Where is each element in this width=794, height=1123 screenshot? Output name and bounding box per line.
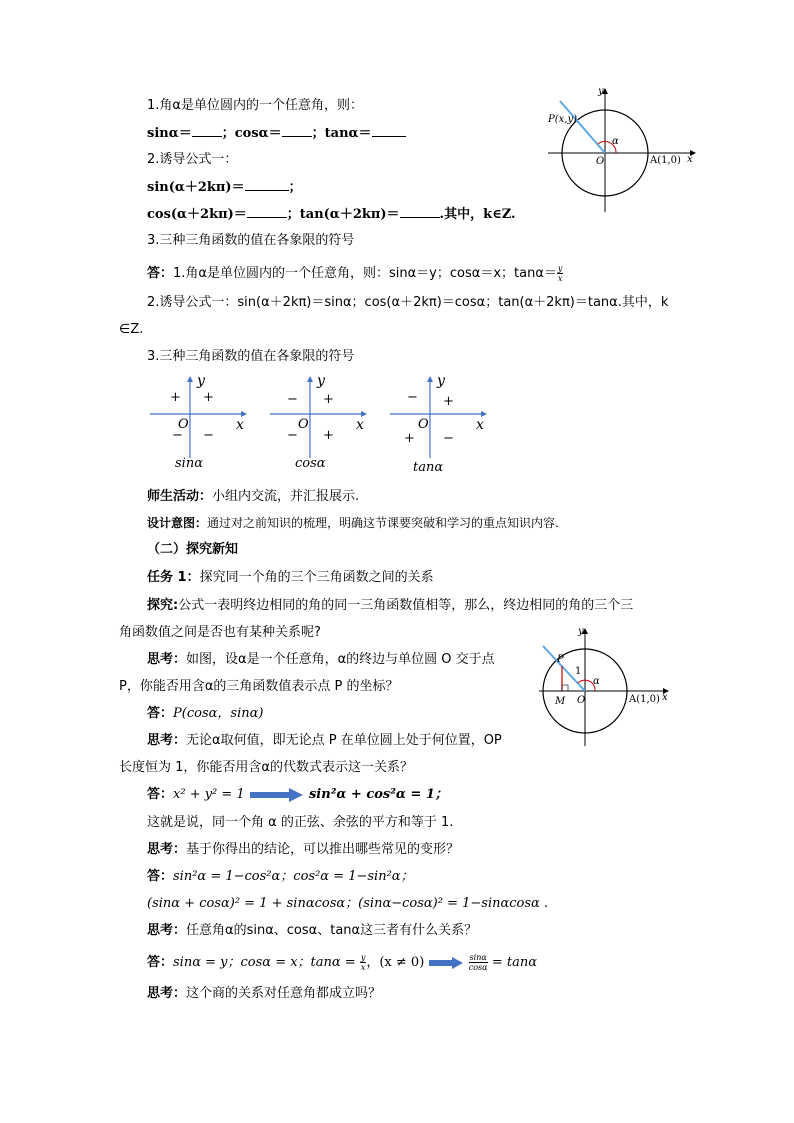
think1-line-1: 思考：如图，设α是一个任意角，α的终边与单位圆 O 交于点 [147, 652, 495, 667]
sign-chart-cos [270, 373, 367, 471]
section-title: （二）探究新知 [147, 542, 239, 557]
quadrant-2-sign: + [170, 390, 181, 405]
point-a-label: A(1,0) [650, 155, 681, 166]
sign-chart-sin [150, 373, 247, 471]
ans2-line: 答：x² + y² = 1 sin²α + cos²α = 1； [147, 787, 448, 802]
quadrant-4-sign: − [203, 428, 214, 443]
alpha-label: α [593, 676, 600, 687]
implies-arrow-icon [249, 788, 305, 802]
quadrant-2-sign: − [287, 392, 298, 407]
summary-line: 这就是说，同一个角 α 的正弦、余弦的平方和等于 1. [147, 815, 454, 830]
quadrant-1-sign: + [443, 394, 454, 409]
y-label: y [317, 373, 325, 389]
y-axis-arrow-icon [427, 376, 433, 382]
origin-label: O [596, 156, 605, 167]
x-label: x [236, 417, 244, 433]
quadrant-3-sign: + [404, 431, 415, 446]
think3-line: 思考：基于你得出的结论，可以推出哪些常见的变形？ [147, 842, 460, 857]
q2-cos-tan: cos(α＋2kπ)＝ ；tan(α＋2kπ)＝ .其中，k∈Z. [147, 207, 516, 222]
think2-line-1: 思考：无论α取何值，即无论点 P 在单位圆上处于何位置，OP [147, 733, 502, 748]
quadrant-3-sign: − [287, 428, 298, 443]
q1-blanks: sinα＝ ；cosα＝ ；tanα＝ [147, 124, 406, 143]
answer-2: 2.诱导公式一：sin(α＋2kπ)＝sinα；cos(α＋2kπ)＝cosα；tan(α＋2kπ)＝tanα.其中，k [147, 295, 669, 310]
quadrant-4-sign: − [443, 431, 454, 446]
explore-line-1: 探究:公式一表明终边相同的角的同一三角函数值相等，那么，终边相同的角的三个三 [147, 598, 634, 613]
point-a-label: A(1,0) [629, 694, 660, 705]
ans1-line: 答：P(cosα，sinα) [147, 706, 264, 721]
ans3-line-1: 答：sin²α = 1−cos²α；cos²α = 1−sin²α； [147, 869, 414, 884]
quadrant-4-sign: + [323, 428, 334, 443]
terminal-side [560, 101, 605, 153]
answer-2-cont: ∈Z. [119, 322, 144, 337]
origin-label: O [418, 417, 429, 432]
explore-line-2: 角函数值之间是否也有某种关系呢? [119, 625, 321, 640]
x-label: x [687, 154, 693, 165]
unit-circle-figure-2 [535, 624, 675, 749]
origin-label: O [577, 695, 586, 706]
y-label: y [197, 373, 205, 389]
y-label: y [578, 626, 584, 637]
quadrant-1-sign: + [323, 392, 334, 407]
implies-arrow-icon [428, 957, 464, 969]
think5-line: 思考：这个商的关系对任意角都成立吗？ [147, 986, 382, 1001]
point-p-label: P [557, 654, 564, 665]
activity-line: 师生活动：小组内交流，并汇报展示. [147, 489, 360, 504]
quadrant-2-sign: − [407, 390, 418, 405]
y-axis-arrow-icon [187, 376, 193, 382]
y-label: y [437, 373, 445, 389]
origin-label: O [298, 417, 309, 432]
x-label: x [356, 417, 364, 433]
q2-sin: sin(α＋2kπ)＝ ； [147, 180, 302, 195]
alpha-label: α [612, 136, 619, 147]
q1-line: 1.角α是单位圆内的一个任意角，则： [147, 98, 363, 113]
design-line: 设计意图：通过对之前知识的梳理，明确这节课要突破和学习的重点知识内容. [147, 516, 559, 530]
think1-line-2: P，你能否用含α的三角函数值表示点 P 的坐标？ [119, 679, 399, 694]
x-label: x [476, 417, 484, 433]
point-m-label: M [555, 696, 566, 707]
answer-3: 3.三种三角函数的值在各象限的符号 [147, 349, 355, 364]
function-label: sinα [175, 456, 203, 471]
think4-line: 思考：任意角α的sinα、cosα、tanα这三者有什么关系？ [147, 923, 478, 938]
quadrant-3-sign: − [172, 428, 183, 443]
right-angle-mark [562, 685, 568, 691]
ans3-line-2: (sinα + cosα)² = 1 + sinαcosα；(sinα−cosα)² = 1−sinαcosα . [147, 896, 549, 911]
y-axis-arrow-icon [307, 376, 313, 382]
sign-charts [145, 370, 505, 480]
ans4-line: 答：sinα = y；cosα = x；tanα = $\frac{y}{x}$ ，(x ≠ 0) $\frac{\sin\alpha}{\cos\alpha}$ = tanα [147, 953, 538, 972]
unit-circle-figure-1 [540, 84, 700, 214]
point-p-label: P(x,y) [548, 114, 577, 125]
x-label: x [662, 692, 668, 703]
q3-line: 3.三种三角函数的值在各象限的符号 [147, 233, 355, 248]
function-label: cosα [295, 456, 326, 471]
sign-chart-tan [390, 373, 487, 475]
y-label: y [598, 86, 604, 97]
origin-label: O [178, 417, 189, 432]
radius-label: 1 [575, 666, 582, 677]
answer-1: 答：1.角α是单位圆内的一个任意角，则：sinα＝y；cosα＝x；tanα＝ $\frac{y}{x}$ [147, 264, 563, 283]
task1-line: 任务 1：探究同一个角的三个三角函数之间的关系 [147, 570, 434, 585]
function-label: tanα [413, 460, 444, 475]
quadrant-1-sign: + [203, 390, 214, 405]
q2-line: 2.诱导公式一： [147, 152, 238, 167]
think2-line-2: 长度恒为 1，你能否用含α的代数式表示这一关系？ [119, 760, 413, 775]
